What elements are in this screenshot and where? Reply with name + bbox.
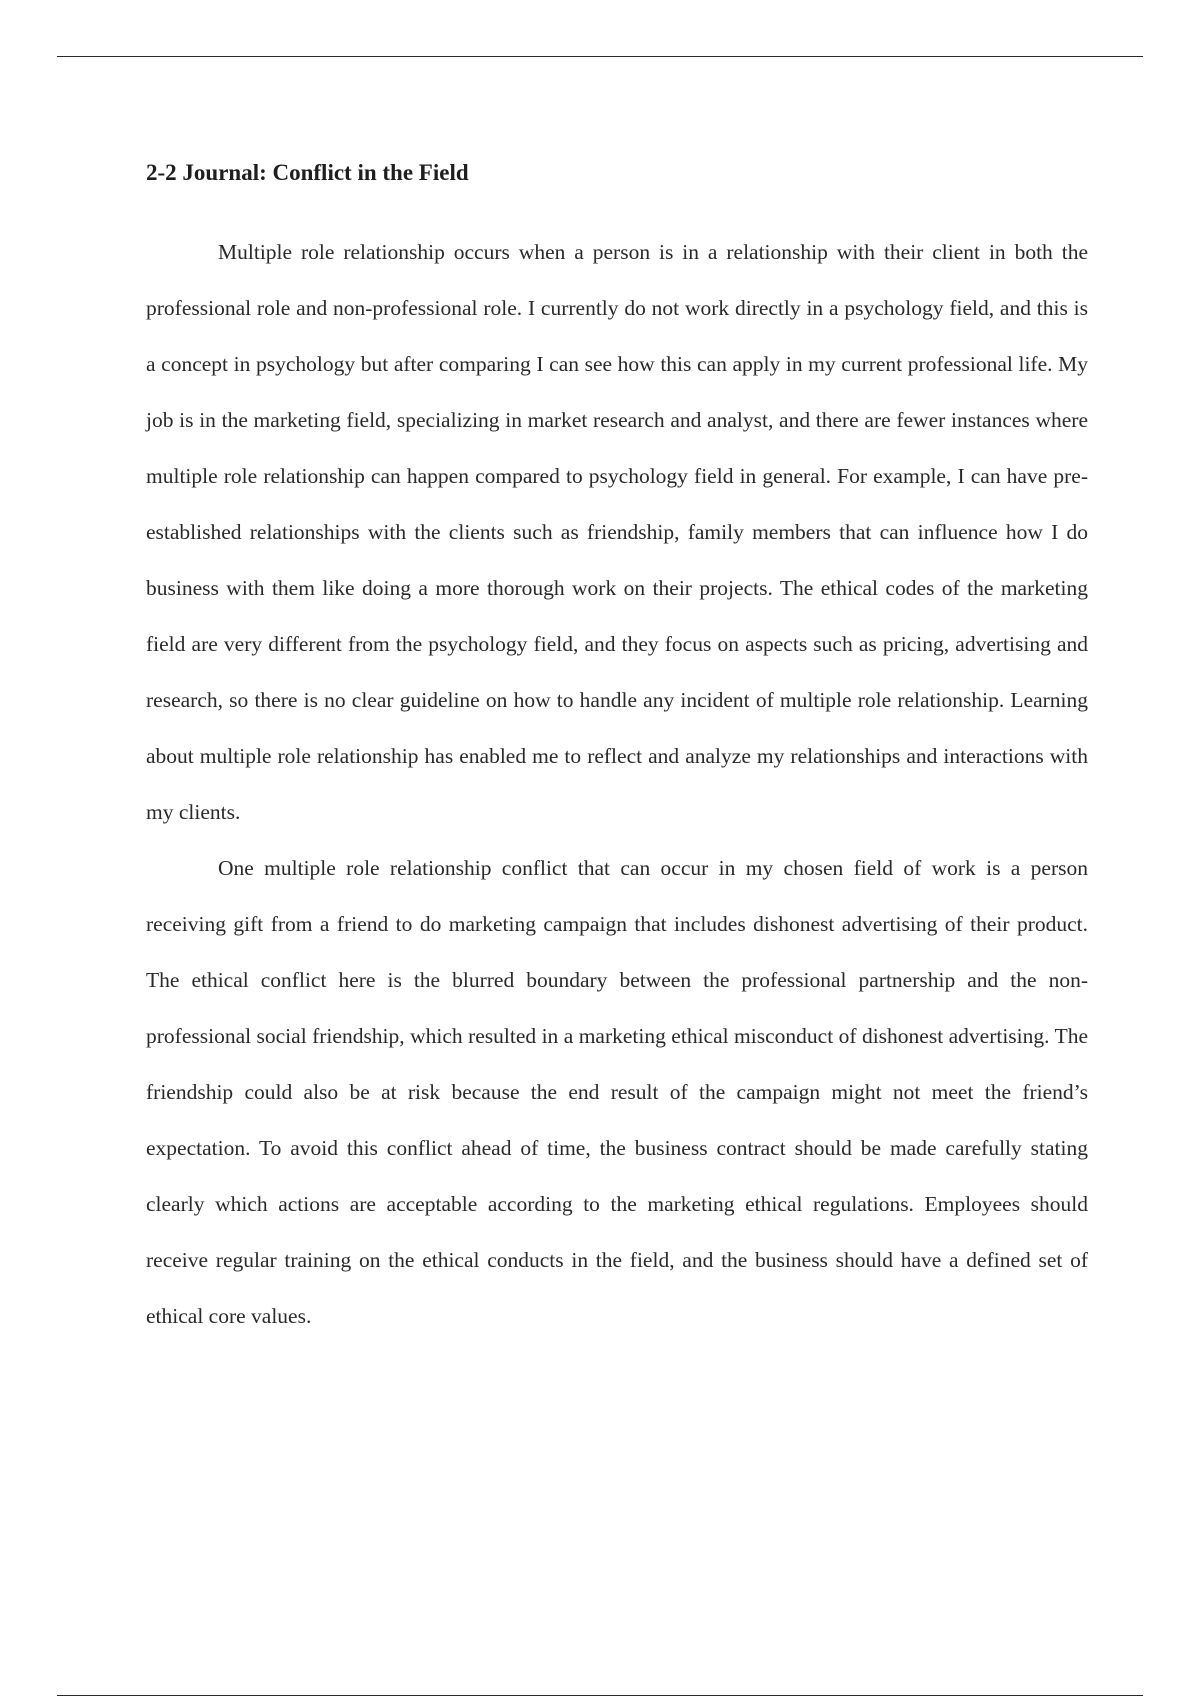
paragraph-2: One multiple role relationship conflict that can occur in my chosen field of work is a person receiving gift from a friend to do marketing campaign that includes dishonest advertising of their product. The ethical conflict here is the blurred boundary between the professional partnership and the non-professional social friendship, which resulted in a marketing ethical misconduct of dishonest advertising. The friendship could also be at risk because the end result of the campaign might not meet the friend’s expectation. To avoid this conflict ahead of time, the business contract should be made carefully stating clearly which actions are acceptable according to the marketing ethical regulations. Employees should receive regular training on the ethical conducts in the field, and the business should have a defined set of ethical core values. [146, 856, 1088, 1328]
footer-rule [57, 1695, 1143, 1696]
document-title: 2-2 Journal: Conflict in the Field [146, 160, 469, 185]
header-rule [57, 56, 1143, 57]
paragraph-1: Multiple role relationship occurs when a person is in a relationship with their client in both the professional role and non-professional role. I currently do not work directly in a psychology field, and this is a concept in psychology but after comparing I can see how this can apply in my current professional life. My job is in the marketing field, specializing in market research and analyst, and there are fewer instances where multiple role relationship can happen compared to psychology field in general. For example, I can have pre-established relationships with the clients such as friendship, family members that can influence how I do business with them like doing a more thorough work on their projects. The ethical codes of the marketing field are very different from the psychology field, and they focus on aspects such as pricing, advertising and research, so there is no clear guideline on how to handle any incident of multiple role relationship. Learning about multiple role relationship has enabled me to reflect and analyze my relationships and interactions with my clients. [146, 240, 1088, 824]
document-body [146, 158, 1088, 1344]
